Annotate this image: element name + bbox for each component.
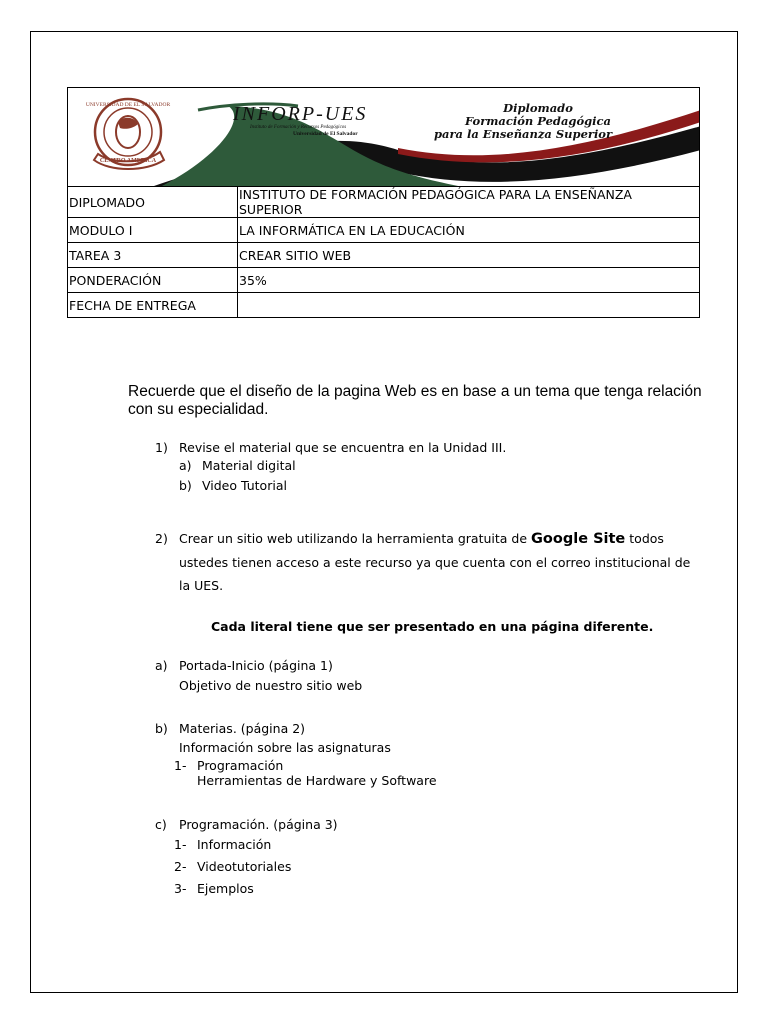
section-c-letter: c): [155, 817, 167, 832]
table-row: [68, 268, 700, 293]
section-b-title: Materias. (página 2): [179, 721, 306, 736]
assignment-info-table: [67, 186, 700, 318]
seal-ribbon-text: CENTRO AMERICA: [99, 158, 157, 164]
step-1a-text: Material digital: [202, 458, 296, 473]
row-value: INSTITUTO DE FORMACIÓN PEDAGÓGICA PARA LA ENSEÑANZA SUPERIOR: [238, 187, 700, 218]
step-2-line-2: ustedes tienen acceso a este recurso ya que cuenta con el correo institucional de: [179, 555, 691, 570]
row-value: [238, 293, 700, 318]
header-banner: [67, 87, 700, 187]
step-1b-text: Video Tutorial: [202, 478, 287, 493]
step-2-number: 2): [155, 531, 168, 546]
section-b-item-number: 1-: [174, 758, 187, 773]
step-1-text: Revise el material que se encuentra en la Unidad III.: [179, 440, 507, 455]
table-row: [68, 218, 700, 243]
section-b-desc: Información sobre las asignaturas: [179, 740, 391, 755]
table-row: [68, 243, 700, 268]
row-label: MODULO I: [68, 218, 238, 243]
section-b-continuation: Herramientas de Hardware y Software: [197, 773, 437, 788]
step-2-line-3: la UES.: [179, 578, 224, 593]
step-1b-letter: b): [179, 478, 192, 493]
diploma-line-3: para la Enseñanza Superior: [433, 127, 613, 141]
section-c-item-2-number: 2-: [174, 859, 187, 874]
table-row: [68, 187, 700, 218]
section-c-item-1-number: 1-: [174, 837, 187, 852]
section-b-letter: b): [155, 721, 168, 736]
section-c-item-3-number: 3-: [174, 881, 187, 896]
row-label: DIPLOMADO: [68, 187, 238, 218]
row-label: PONDERACIÓN: [68, 268, 238, 293]
row-label: FECHA DE ENTREGA: [68, 293, 238, 318]
row-value: 35%: [238, 268, 700, 293]
diploma-line-2: Formación Pedagógica: [464, 114, 612, 128]
brand-logo-text: INFORP-UES: [233, 103, 368, 125]
section-c-item-1-text: Información: [197, 837, 272, 852]
section-c-item-2-text: Videotutoriales: [197, 859, 292, 874]
step-1a-letter: a): [179, 458, 192, 473]
section-a-letter: a): [155, 658, 168, 673]
table-row: [68, 293, 700, 318]
banner-graphic: [68, 88, 700, 187]
step-1-number: 1): [155, 440, 168, 455]
section-c-item-3-text: Ejemplos: [197, 881, 254, 896]
section-b-item-text: Programación: [197, 758, 284, 773]
seal-top-text: UNIVERSIDAD DE EL SALVADOR: [85, 102, 171, 108]
important-note: Cada literal tiene que ser presentado en una página diferente.: [211, 619, 654, 634]
intro-paragraph: Recuerde que el diseño de la pagina Web es en base a un tema que tenga relación con su especialidad.: [128, 383, 702, 418]
row-label: TAREA 3: [68, 243, 238, 268]
section-a-title: Portada-Inicio (página 1): [179, 658, 333, 673]
step-2-text-after: todos: [629, 531, 664, 546]
section-a-desc: Objetivo de nuestro sitio web: [179, 678, 363, 693]
section-c-title: Programación. (página 3): [179, 817, 338, 832]
row-value: LA INFORMÁTICA EN LA EDUCACIÓN: [238, 218, 700, 243]
university-name: Universidad de El Salvador: [293, 131, 358, 137]
brand-subtitle: Instituto de Formación y Recursos Pedagógicos: [250, 125, 347, 130]
google-site-highlight: Google Site: [531, 531, 626, 547]
row-value: CREAR SITIO WEB: [238, 243, 700, 268]
step-2-text-before: Crear un sitio web utilizando la herramienta gratuita de: [179, 531, 528, 546]
diploma-line-1: Diplomado: [503, 101, 573, 115]
step-2-line-1: [179, 531, 664, 547]
